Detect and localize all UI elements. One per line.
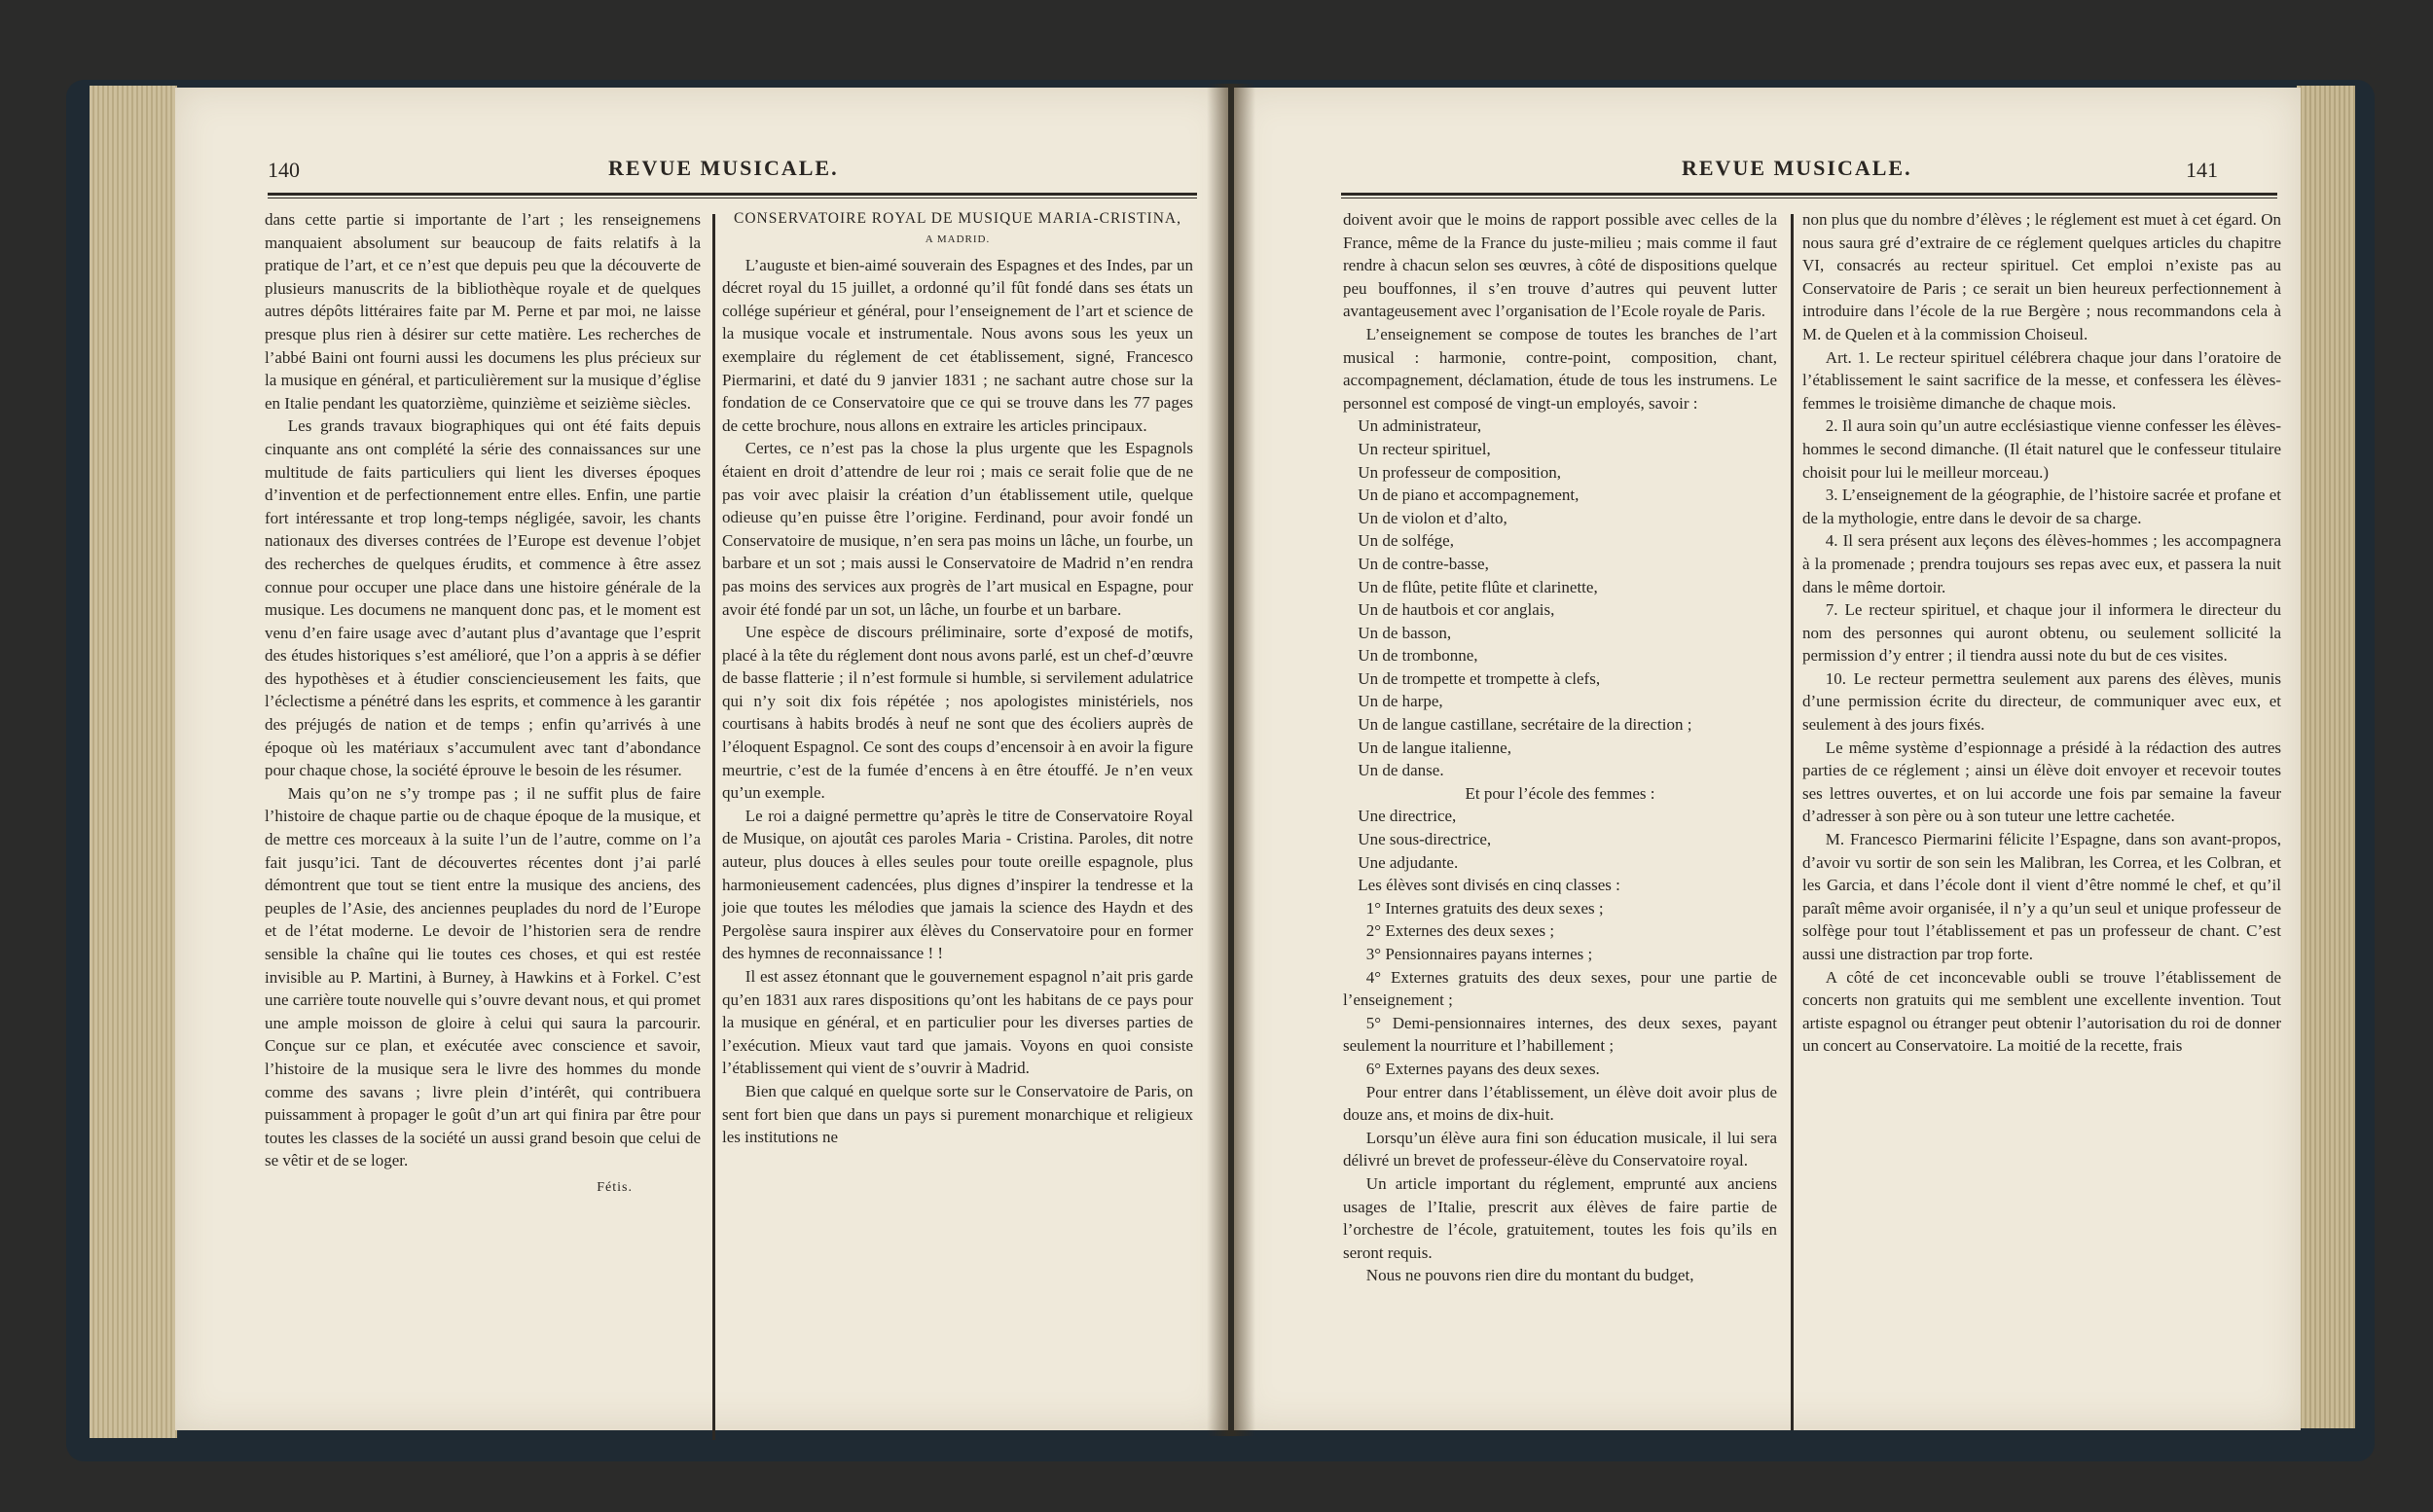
paragraph: Pour entrer dans l’établissement, un élève doit avoir plus de douze ans, et moins de dix-huit. — [1343, 1082, 1777, 1125]
list-item: Un de solfége, — [1358, 531, 1454, 551]
paragraph: Art. 1. Le recteur spirituel célébrera chaque jour dans l’oratoire de l’établissement le saint sacrifice de la messe, et confessera les élèves-femmes le troisième dimanche de chaque mois. — [1802, 347, 2281, 413]
right-page — [1234, 88, 2301, 1430]
paragraph: Nous ne pouvons rien dire du montant du budget, — [1365, 1266, 1694, 1285]
paragraph: dans cette partie si importante de l’art ; les renseignemens manquaient absolument sur beaucoup de faits relatifs à la pratique de l’art, et ce n’est que depuis peu que la découverte de plusieurs manuscrits de la bibliothèque royale et de quelques autres dépôts littéraires faite par M. Perne et par moi, ne laisse presque plus rien à désirer sur cette matière. Les recherches de l’abbé Baini ont fourni aussi les documens les plus précieux sur la musique en général, et particulièrement sur la musique d’église en Italie pendant les quatorzième, quinzième et seizième siècles. — [265, 210, 701, 413]
paragraph: Une espèce de discours préliminaire, sorte d’exposé de motifs, placé à la tête du réglement dont nous avons parlé, est un chef-d’œuvre de basse flatterie ; il n’est formule si humble, si servilement adulatrice qui n’y soit dix fois répétée ; nos apologistes ministériels, nos courtisans à habits brodés à neuf ne sont que des écoliers auprès de l’éloquent Espagnol. Ce sont des coups d’encensoir à en avoir la figure meurtrie, c’est de la fumée d’encens à en être étouffé. Je n’en veux qu’un exemple. — [722, 623, 1193, 803]
list-item: Un de trompette et trompette à clefs, — [1358, 668, 1601, 688]
paragraph: 7. Le recteur spirituel, et chaque jour il informera le directeur du nom des personnes qui auront obtenu, ou seulement sollicité la permission d’y entrer ; il tiendra aussi note du but de ces visites. — [1802, 600, 2281, 666]
list-item: 1° Internes gratuits des deux sexes ; — [1365, 898, 1604, 918]
paragraph: Il est assez étonnant que le gouvernement espagnol n’ait pris garde qu’en 1831 aux rares dispositions qu’ont les habitans de ce pays pour la musique en général, et en particulier pour les diverses parties de l’exécution. Mieux vaut tard que jamais. Voyons en quoi consiste l’établissement qui vient de s’ouvrir à Madrid. — [722, 967, 1193, 1078]
paragraph: Certes, ce n’est pas la chose la plus urgente que les Espagnols étaient en droit d’attendre de leur roi ; mais ce serait folie que de ne pas voir avec plaisir la création d’un établissement utile, quelque odieuse qu’en puisse être l’origine. Ferdinand, pour avoir fondé un Conservatoire de musique, n’en sera pas moins un lâche, un fourbe, un barbare et un sot ; mais aussi le Conservatoire de Madrid n’en rendra pas moins des services aux progrès de l’art musical en Espagne, pour avoir été fondé par un sot, un lâche, un fourbe et un barbare. — [722, 439, 1193, 619]
left-page — [175, 88, 1228, 1430]
right-running-head: REVUE MUSICALE. — [1682, 156, 1912, 180]
author-signature: Fétis. — [597, 1179, 633, 1195]
book-gutter — [1207, 84, 1255, 1436]
paragraph: L’enseignement se compose de toutes les branches de l’art musical : harmonie, contre-point, composition, chant, accompagnement, déclamation, étude de tous les instrumens. Le personnel est composé de vingt-un employés, savoir : — [1343, 324, 1777, 413]
left-column-separator — [712, 214, 715, 1440]
left-running-head: REVUE MUSICALE. — [608, 156, 839, 180]
paragraph: Le roi a daigné permettre qu’après le titre de Conservatoire Royal de Musique, on ajoutât ces paroles Maria - Cristina. Paroles, dit notre auteur, plus douces à elles seules pour toute oreille espagnole, plus harmonieusement cadencées, plus dignes d’inspirer la tendresse et la joie que toutes les mélodies que jamais la science des Haydn et des Pergolèse saura inspirer aux élèves du Conservatoire pour en former des hymnes de reconnaissance ! ! — [722, 806, 1193, 963]
list-item: Un de contre-basse, — [1358, 554, 1489, 573]
list-item: Un professeur de composition, — [1358, 462, 1561, 482]
list-heading: Et pour l’école des femmes : — [1465, 783, 1655, 803]
list-item: Une directrice, — [1358, 807, 1457, 826]
paragraph: non plus que du nombre d’élèves ; le réglement est muet à cet égard. On nous saura gré d’extraire de ce réglement quelques articles du chapitre VI, consacrés au recteur spirituel. Cet emploi n’existe pas au Conservatoire de Paris ; ce serait un bien heureux perfectionnement à introduire dans l’école de la rue Bergère ; nous recommandons cela à M. de Quelen et à la commission Choiseul. — [1802, 210, 2281, 343]
list-item: Un de langue italienne, — [1358, 738, 1511, 757]
paragraph: L’auguste et bien-aimé souverain des Espagnes et des Indes, par un décret royal du 15 juillet, a ordonné qu’il fût fondé dans ses états un collége supérieur et général, pour l’enseignement de l’art et science de la musique vocale et instrumentale. Nous avons sous les yeux un exemplaire du réglement de cet établissement, signé, Francesco Piermarini, et daté du 9 janvier 1831 ; ne sachant autre chose sur la fondation de ce Conservatoire que ce qui se trouve dans les 77 pages de cette brochure, nous allons en extraire les articles principaux. — [722, 255, 1193, 435]
paragraph: Bien que calqué en quelque sorte sur le Conservatoire de Paris, on sent fort bien que dans un pays si purement monarchique et religieux les institutions ne — [722, 1081, 1193, 1147]
list-item: 5° Demi-pensionnaires internes, des deux sexes, payant seulement la nourriture et l’habillement ; — [1343, 1013, 1777, 1056]
list-item: Un de danse. — [1358, 761, 1444, 780]
list-item: 6° Externes payans des deux sexes. — [1365, 1059, 1600, 1078]
list-item: Un de flûte, petite flûte et clarinette, — [1358, 577, 1598, 596]
list-item: Un de hautbois et cor anglais, — [1358, 600, 1555, 620]
right-page-column-2 — [1802, 208, 2281, 1058]
right-column-separator — [1791, 214, 1794, 1430]
list-item: Un de langue castillane, secrétaire de la direction ; — [1358, 715, 1692, 735]
article-subtitle: A MADRID. — [925, 234, 991, 245]
right-page-number: 141 — [2186, 158, 2218, 182]
list-item: 4° Externes gratuits des deux sexes, pour une partie de l’enseignement ; — [1343, 967, 1777, 1010]
right-page-column-1 — [1343, 208, 1777, 1287]
list-item: Un de harpe, — [1358, 692, 1443, 711]
paragraph: 10. Le recteur permettra seulement aux parens des élèves, munis d’une permission écrite du directeur, de communiquer avec eux, et seulement à des jours fixés. — [1802, 668, 2281, 735]
right-header-rule — [1341, 193, 2277, 198]
right-page-edges — [2297, 86, 2355, 1428]
paragraph: Lorsqu’un élève aura fini son éducation musicale, il lui sera délivré un brevet de professeur-élève du Conservatoire royal. — [1343, 1128, 1777, 1170]
paragraph: M. Francesco Piermarini félicite l’Espagne, dans son avant-propos, d’avoir vu sortir de son sein les Malibran, les Correa, et les Colbran, et les Garcia, et dans l’école dont il vient d’être nommé le chef, et qu’il paraît même avoir organisée, il n’y a qu’un seul et unique professeur de solfège pour tout l’établissement et pas un professeur de chant. C’est aussi une distraction par trop forte. — [1802, 830, 2281, 963]
paragraph: doivent avoir que le moins de rapport possible avec celles de la France, même de la France du juste-milieu ; mais comme il faut rendre à chacun selon ses œuvres, à côté de dispositions quelque peu bouffonnes, il s’en trouve d’autres qui peuvent lutter avantageusement avec l’organisation de l’Ecole royale de Paris. — [1343, 210, 1777, 321]
left-page-column-2 — [722, 208, 1193, 1149]
paragraph: Un article important du réglement, emprunté aux anciens usages de l’Italie, prescrit aux élèves de faire partie de l’orchestre de l’école, gratuitement, toutes les fois qu’ils en seront requis. — [1343, 1173, 1777, 1262]
paragraph: 4. Il sera présent aux leçons des élèves-hommes ; les accompagnera à la promenade ; prendra toujours ses repas avec eux, et passera la nuit dans le même dortoir. — [1802, 531, 2281, 596]
left-page-column-1 — [265, 208, 701, 1200]
paragraph: A côté de cet inconcevable oubli se trouve l’établissement de concerts non gratuits qui me semblent une excellente invention. Tout artiste espagnol ou étranger peut obtenir l’autorisation du roi de donner un concert au Conservatoire. La moitié de la recette, frais — [1802, 967, 2281, 1056]
paragraph: Le même système d’espionnage a présidé à la rédaction des autres parties de ce réglement ; ainsi un élève doit envoyer et recevoir toutes ses lettres ouvertes, et on lui accorde une fois par semaine la faveur d’adresser à son père ou à son tuteur une lettre cachetée. — [1802, 738, 2281, 826]
list-item: Un de trombonne, — [1358, 646, 1478, 666]
paragraph: 3. L’enseignement de la géographie, de l’histoire sacrée et profane et de la mythologie, entre dans le devoir de sa charge. — [1802, 486, 2281, 527]
list-item: Un de basson, — [1358, 623, 1452, 642]
left-header-rule — [268, 193, 1197, 198]
paragraph: 2. Il aura soin qu’un autre ecclésiastique vienne confesser les élèves-hommes le second dimanche. (Il était naturel que le confesseur titulaire choisit pour lui le meilleur morceau.) — [1802, 416, 2281, 482]
list-item: Un de piano et accompagnement, — [1358, 486, 1580, 505]
list-item: 2° Externes des deux sexes ; — [1365, 921, 1555, 941]
list-item: Un de violon et d’alto, — [1358, 508, 1507, 527]
list-item: Une sous-directrice, — [1358, 830, 1492, 849]
list-item: 3° Pensionnaires payans internes ; — [1365, 945, 1593, 963]
list-heading: Les élèves sont divisés en cinq classes : — [1358, 876, 1620, 895]
list-item: Un recteur spirituel, — [1358, 439, 1491, 458]
article-title: CONSERVATOIRE ROYAL DE MUSIQUE MARIA-CRISTINA, — [734, 210, 1181, 227]
left-page-edges — [90, 86, 177, 1438]
paragraph: Les grands travaux biographiques qui ont été faits depuis cinquante ans ont complété la série des connaissances sur une multitude de faits particuliers qui lient les diverses époques d’invention et de perfectionnement entre elles. Enfin, une partie fort intéressante et trop long-temps négligée, savoir, les chants nationaux des diverses contrées de l’Europe est devenue l’objet des recherches de quelques érudits, et commence à être assez connue pour occuper une place dans une histoire générale de la musique. Les documens ne manquent donc pas, et le moment est venu d’en faire usage avec d’autant plus d’avantage que l’esprit des études historiques s’est amélioré, que l’on a appris à se défier des hypothèses et à étudier consciencieusement les faits, que l’éclectisme a pénétré dans les esprits, et commence à les garantir des préjugés de nation et de temps ; enfin qu’arrivés à une époque où les matériaux s’accumulent avec tant d’abondance pour chaque chose, la société éprouve le besoin de les résumer. — [265, 416, 701, 780]
list-item: Une adjudante. — [1358, 852, 1459, 872]
list-item: Un administrateur, — [1358, 416, 1482, 436]
left-page-number: 140 — [268, 158, 300, 182]
paragraph: Mais qu’on ne s’y trompe pas ; il ne suffit plus de faire l’histoire de chaque partie ou de chaque époque de la musique, et de mettre ces morceaux à la suite l’un de l’autre, comme on l’a fait jusqu’ici. Tant de découvertes récentes dont j’ai parlé démontrent que tout se tient entre la musique des anciens, des peuples de l’Asie, des anciennes peuplades du nord de l’Europe et de l’état moderne. Le devoir de l’historien sera de rendre sensible la chaîne qui lie toutes ces choses, et qui est restée invisible au P. Martini, à Burney, à Hawkins et à Forkel. C’est une carrière toute nouvelle qui s’ouvre devant nous, et qui promet une ample moisson de gloire à celui qui saura la parcourir. Conçue sur ce plan, et exécutée avec conscience et savoir, l’histoire de la musique sera le livre des hommes du monde comme des savans ; livre plein d’intérêt, qui contribuera puissamment à propager le goût d’un art qui finira par être pour toutes les classes de la société un aussi grand besoin que celui de se vêtir et de se loger. — [265, 783, 701, 1170]
